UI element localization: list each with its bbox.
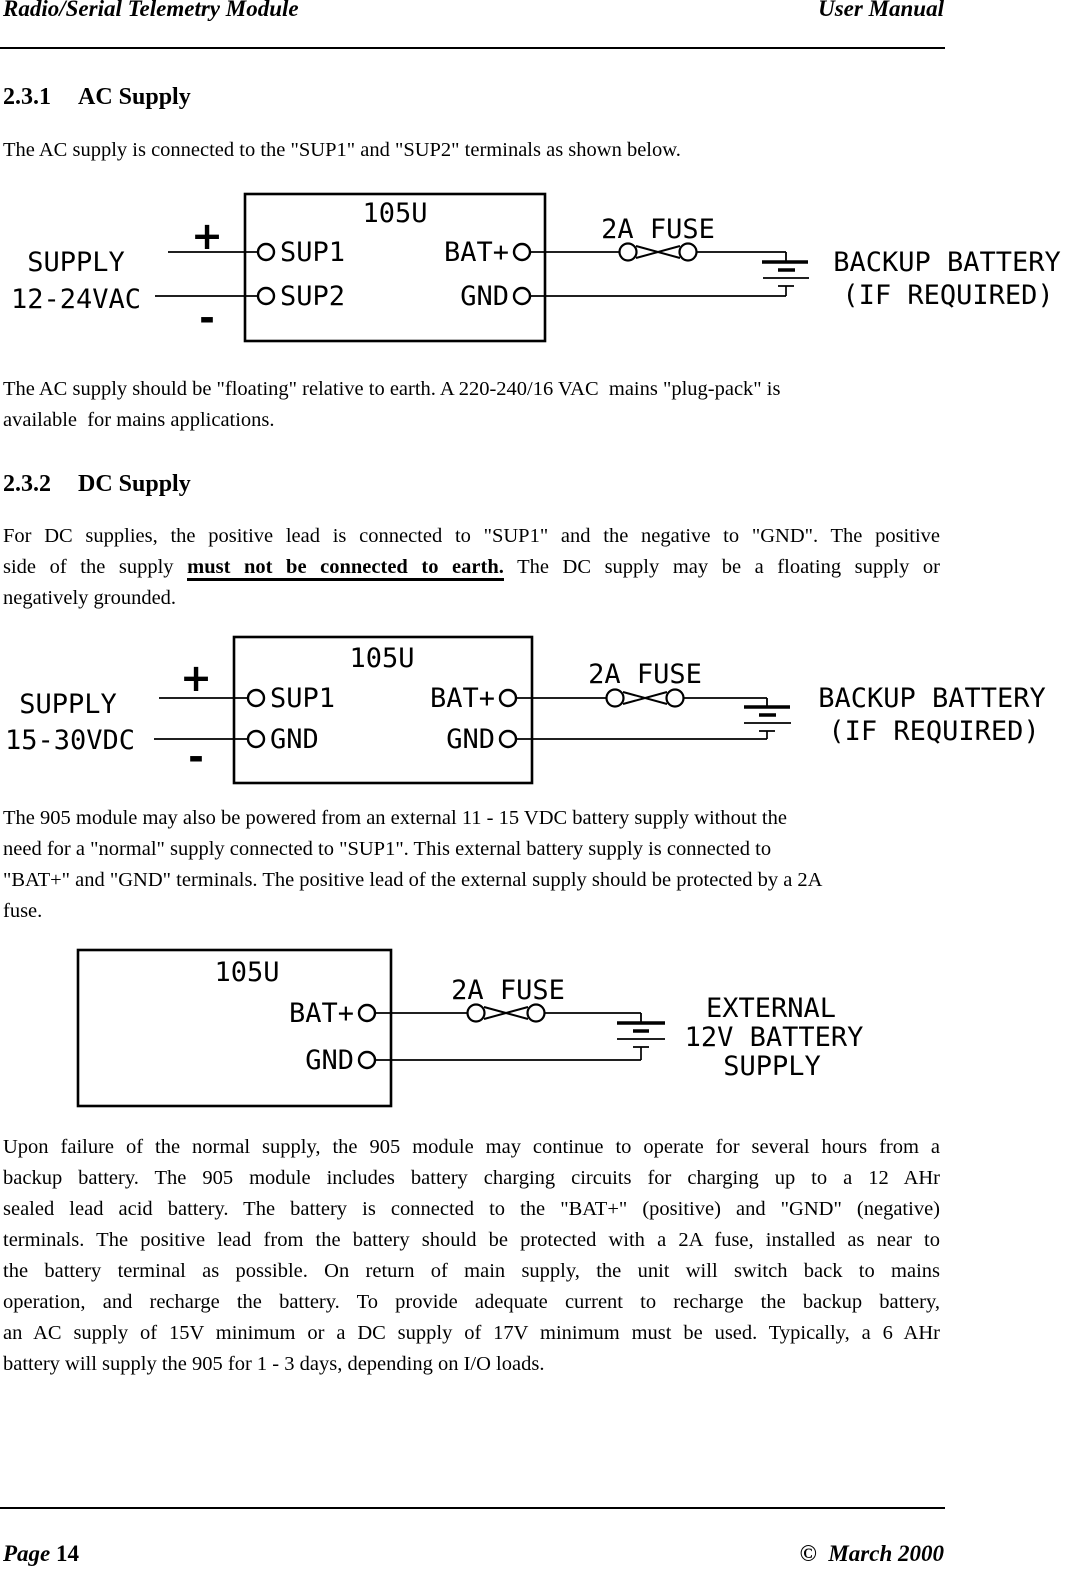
terminal-gnd	[359, 1052, 375, 1068]
section-number: 2.3.2	[3, 471, 51, 497]
header-title-right: User Manual	[818, 0, 944, 21]
header-title-left: Radio/Serial Telemetry Module	[3, 0, 299, 21]
paragraph-backup-battery	[3, 1132, 940, 1380]
page-footer	[3, 1540, 944, 1568]
battery-plates-thin	[763, 278, 809, 296]
copyright-text: © March 2000	[799, 1541, 944, 1566]
bat-plus-label: BAT+	[429, 683, 495, 714]
sup1-label: SUP1	[270, 683, 336, 714]
paragraph-ac-floating	[3, 374, 940, 436]
paragraph-line: operation, and recharge the battery. To provide adequate current to recharge the backup battery,	[3, 1291, 940, 1313]
page-header	[3, 0, 944, 22]
fuse-end-right	[667, 690, 684, 707]
external-battery-wiring-diagram	[0, 945, 1065, 1120]
page-number-block	[3, 1540, 79, 1568]
paragraph-line: The AC supply should be "floating" relative to earth. A 220-240/16 VAC mains "plug-pack" is	[3, 378, 781, 400]
footer-rule	[0, 1507, 945, 1509]
fuse-end-left	[607, 690, 624, 707]
terminal-gnd-left	[248, 731, 264, 747]
paragraph-line: sealed lead acid battery. The battery is connected to the "BAT+" (positive) and "GND" (negative)	[3, 1198, 940, 1220]
section-title: DC Supply	[78, 471, 191, 497]
fuse-end-right	[680, 244, 697, 261]
paragraph-line: battery will supply the 905 for 1 - 3 days, depending on I/O loads.	[3, 1353, 545, 1375]
terminal-bat-plus	[500, 690, 516, 706]
supply-voltage-label: 12-24VAC	[10, 284, 142, 315]
paragraph-line: Upon failure of the normal supply, the 905 module may continue to operate for several hours from a	[3, 1136, 940, 1158]
backup-battery-label: BACKUP BATTERY	[818, 683, 1046, 714]
paragraph-line: an AC supply of 15V minimum or a DC supply of 17V minimum must be used. Typically, a 6 AHr	[3, 1322, 940, 1344]
terminal-gnd	[514, 288, 530, 304]
paragraph-line: available for mains applications.	[3, 409, 275, 431]
fuse-end-left	[620, 244, 637, 261]
bat-plus-label: BAT+	[443, 237, 509, 268]
bold-underline-warning: must not be connected to earth.	[187, 556, 504, 581]
section-heading-dc-supply	[3, 469, 191, 500]
paragraph-line: fuse.	[3, 900, 43, 922]
supply-label: SUPPLY	[723, 1051, 821, 1082]
external-label: EXTERNAL	[705, 993, 837, 1024]
paragraph-line: The AC supply is connected to the "SUP1" and "SUP2" terminals as shown below.	[3, 139, 681, 161]
paragraph-line: For DC supplies, the positive lead is connected to "SUP1" and the negative to "GND". The positive	[3, 525, 940, 547]
battery-12v-label: 12V BATTERY	[684, 1022, 864, 1053]
module-label: 105U	[349, 643, 415, 674]
dc-supply-wiring-diagram	[0, 630, 1065, 795]
paragraph-dc-intro	[3, 521, 940, 614]
supply-label: SUPPLY	[19, 689, 117, 720]
fuse-end-right	[528, 1005, 545, 1022]
header-rule	[0, 47, 945, 49]
supply-voltage-label: 15-30VDC	[4, 725, 136, 756]
battery-plates-thick	[617, 1023, 665, 1031]
if-required-label: (IF REQUIRED)	[842, 280, 1054, 311]
plus-sign: +	[191, 214, 223, 258]
fuse-label: 2A FUSE	[601, 214, 715, 245]
battery-plates-thick	[744, 707, 790, 715]
section-number: 2.3.1	[3, 84, 51, 110]
bat-plus-label: BAT+	[288, 998, 354, 1029]
paragraph-line: The 905 module may also be powered from an external 11 - 15 VDC battery supply without the	[3, 807, 787, 829]
paragraph-line: backup battery. The 905 module includes battery charging circuits for charging up to a 12 AHr	[3, 1167, 940, 1189]
backup-battery-label: BACKUP BATTERY	[833, 247, 1061, 278]
gnd-label: GND	[460, 281, 509, 312]
page-number-value: 14	[56, 1541, 80, 1566]
if-required-label: (IF REQUIRED)	[828, 716, 1040, 747]
text-segment: side of the supply	[3, 556, 188, 578]
fuse-label: 2A FUSE	[451, 975, 565, 1006]
terminal-sup1	[248, 690, 264, 706]
terminal-sup2	[258, 288, 274, 304]
sup2-label: SUP2	[280, 281, 346, 312]
paragraph-external-battery	[3, 803, 940, 927]
module-label: 105U	[362, 198, 428, 229]
text-segment: The DC supply may be a floating supply or	[503, 556, 940, 578]
fuse-icon	[636, 246, 680, 258]
paragraph-line: negatively grounded.	[3, 587, 177, 609]
gnd-right-label: GND	[446, 724, 495, 755]
terminal-bat-plus	[359, 1005, 375, 1021]
wires	[376, 1013, 641, 1060]
fuse-icon	[484, 1007, 528, 1019]
terminal-bat-plus	[514, 244, 530, 260]
gnd-left-label: GND	[270, 724, 319, 755]
paragraph-line: the battery terminal as possible. On return of main supply, the unit will switch back to mains	[3, 1260, 940, 1282]
paragraph-line	[3, 552, 940, 583]
paragraph-line: "BAT+" and "GND" terminals. The positive lead of the external supply should be protected by a 2A	[3, 869, 823, 891]
terminal-gnd-right	[500, 731, 516, 747]
battery-plates-thin	[617, 1039, 665, 1060]
module-label: 105U	[214, 957, 280, 988]
minus-sign: -	[188, 735, 204, 779]
section-heading-ac-supply	[3, 82, 191, 113]
fuse-icon	[623, 692, 667, 704]
section-title: AC Supply	[78, 84, 191, 110]
ac-supply-wiring-diagram	[0, 185, 1065, 355]
supply-label: SUPPLY	[27, 247, 125, 278]
battery-plates-thin	[744, 723, 791, 739]
terminal-sup1	[258, 244, 274, 260]
paragraph-line: terminals. The positive lead from the battery should be protected with a 2A fuse, installed as near to	[3, 1229, 940, 1251]
minus-sign: -	[199, 296, 215, 340]
paragraph-ac-intro	[3, 135, 940, 166]
battery-plates-thick	[762, 262, 808, 270]
fuse-label: 2A FUSE	[588, 659, 702, 690]
fuse-end-left	[468, 1005, 485, 1022]
plus-sign: +	[180, 656, 212, 700]
sup1-label: SUP1	[280, 237, 346, 268]
page-label: Page	[3, 1541, 51, 1566]
paragraph-line: need for a "normal" supply connected to "SUP1". This external battery supply is connected to	[3, 838, 772, 860]
gnd-label: GND	[305, 1045, 354, 1076]
